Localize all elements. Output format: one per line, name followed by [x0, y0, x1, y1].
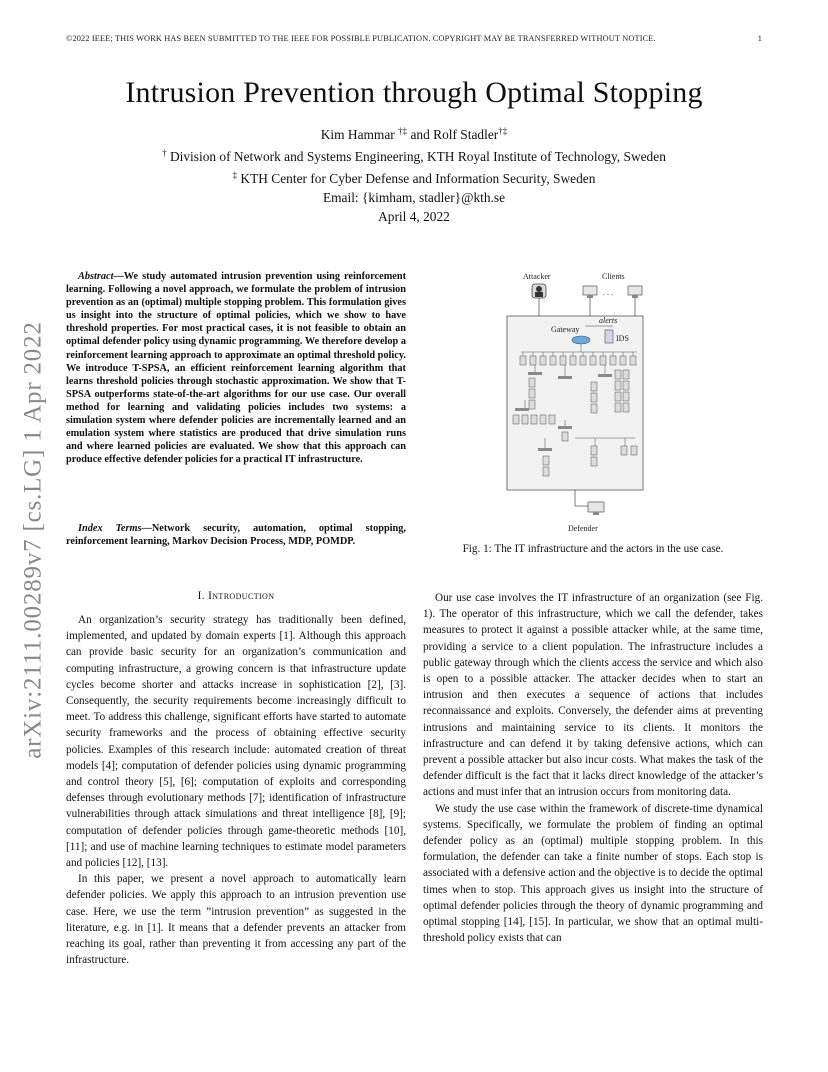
clients-label: Clients [602, 272, 625, 281]
paragraph: We study the use case within the framework of discrete-time dynamical systems. Specifically, we formulate the problem of finding an optimal defender policy as an (optimal) multiple stopping problem. In this formulation, the defender can take a finite number of stops. Each stop is associated with a defensive action and the objective is to decide the optimal times when to stop. This approach gives us insight into the structure of optimal defender policies through the theory of dynamic programming and optimal stopping [14], [15]. In particular, we show that an optimal multi-threshold policy exists that can [423, 802, 763, 945]
switch-icon [558, 376, 572, 379]
ids-label: IDS [616, 334, 629, 343]
server-icon [529, 400, 535, 409]
paper-date: April 4, 2022 [378, 209, 450, 224]
server-icon [615, 381, 621, 390]
server-icon [615, 403, 621, 412]
index-terms-label: Index Terms [78, 523, 142, 534]
server-icon [630, 356, 636, 365]
infrastructure-diagram [505, 270, 645, 535]
alerts-label: alerts [599, 316, 618, 325]
server-icon [620, 356, 626, 365]
author-2: and Rolf Stadler [407, 127, 499, 142]
server-icon [543, 467, 549, 476]
server-icon [570, 356, 576, 365]
author-block [0, 122, 828, 226]
server-icon [531, 415, 537, 424]
server-icon [610, 356, 616, 365]
attacker-label: Attacker [523, 272, 551, 281]
switch-icon [528, 372, 542, 375]
page-number: 1 [757, 34, 762, 43]
switch-icon [538, 448, 552, 451]
paragraph: An organization’s security strategy has traditionally been defined, implemented, and updated by domain experts [1]. Although this approach can provide basic security for an organization’s communication and computing infrastructure, a growing concern is that infrastructure update cycles become shorter and attacks increase in sophistication [2], [3]. Consequently, the security requirements become increasingly difficult to meet. To address this challenge, significant efforts have started to automate security frameworks and the process of obtaining effective security policies. Examples of this research include: automated creation of threat models [4]; computation of defender policies using dynamic programming and control theory [5], [6]; computation of exploits and corresponding defenses through evolutionary methods [7]; identification of infrastructure vulnerabilities through attack simulations and threat intelligence [8], [9]; computation of defender policies through game-theoretic methods [10], [11]; and use of machine learning techniques to estimate model parameters and policies [12], [13]. [66, 614, 406, 870]
section-heading [66, 590, 406, 602]
copyright-notice: ©2022 IEEE; THIS WORK HAS BEEN SUBMITTED TO THE IEEE FOR POSSIBLE PUBLICATION. COPYRIGHT MAY BE TRANSFERRED WITHOUT NOTICE. [66, 34, 656, 43]
server-icon [580, 356, 586, 365]
left-column-body [66, 612, 406, 968]
paragraph: Our use case involves the IT infrastructure of an organization (see Fig. 1). The operator of this infrastructure, which we call the defender, takes measures to protect it against a possible attacker while, at the same time, providing a service to a client population. The infrastructure includes a public gateway through which the clients access the service and which also is open to a possible attacker. The attacker decides when to start an intrusion and then executes a sequence of actions that includes reconnaissance and exploits. Conversely, the defender aims at preventing intrusions and maintaining service to its clients. It monitors the infrastructure and can defend it by taking defensive actions, which can prevent a possible attacker but also incur costs. What makes the task of the defender difficult is the fact that it lacks direct knowledge of the attacker’s actions and must infer that an intrusion occurs from monitoring data. [423, 592, 763, 799]
server-icon [591, 457, 597, 466]
section-number: I. [197, 590, 209, 602]
server-icon [513, 415, 519, 424]
affiliation-2 [0, 166, 828, 188]
client-computer-icon [628, 286, 642, 298]
server-icon [623, 392, 629, 401]
server-icon [623, 381, 629, 390]
server-icon [631, 446, 637, 455]
server-icon [591, 382, 597, 391]
figure-infrastructure [505, 270, 645, 535]
author-names [0, 122, 828, 144]
abstract [66, 270, 406, 466]
server-icon [520, 356, 526, 365]
server-icon [591, 404, 597, 413]
arxiv-stamp [14, 290, 54, 790]
paragraph: In this paper, we present a novel approach to automatically learn defender policies. We apply this approach to an intrusion prevention use case. Here, we use the term ”intrusion prevention” as suggested in the literature, e.g. in [1]. It means that a defender prevents an attacker from reaching its goal, rather than preventing it from accessing any part of the infrastructure. [66, 873, 406, 967]
index-terms [66, 522, 406, 548]
switch-icon [598, 374, 612, 377]
affiliation-1-mark: † [162, 148, 167, 158]
gateway-router-icon [572, 336, 590, 344]
server-icon [615, 370, 621, 379]
server-icon [562, 432, 568, 441]
server-icon [540, 415, 546, 424]
arxiv-stamp-text: arXiv:2111.00289v7 [cs.LG] 1 Apr 2022 [20, 321, 48, 759]
gateway-label: Gateway [551, 325, 580, 334]
running-header [66, 34, 762, 43]
affiliation-2-mark: ‡ [232, 170, 238, 180]
author-email: Email: {kimham, stadler}@kth.se [322, 190, 506, 205]
server-icon [540, 356, 546, 365]
section-title: Introduction [208, 590, 275, 602]
server-icon [543, 456, 549, 465]
author-2-marks: †‡ [498, 126, 508, 136]
ids-server-icon [605, 330, 613, 343]
server-icon [560, 356, 566, 365]
author-1-marks: †‡ [398, 126, 408, 136]
abstract-text: —We study automated intrusion prevention using reinforcement learning. Following a novel approach, we formulate the problem of intrusion prevention as an (optimal) multiple stopping problem. This formulation gives us insight into the structure of optimal policies, which we show to have threshold properties. For most practical cases, it is not feasible to obtain an optimal defender policy using dynamic programming. We therefore develop a reinforcement learning approach to approximate an optimal threshold policy. We introduce T-SPSA, an efficient reinforcement learning algorithm that learns threshold policies through stochastic approximation. We show that T-SPSA outperforms state-of-the-art algorithms for our use case. Our overall method for learning and validating policies includes two systems: a simulation system where defender policies are incrementally learned and an emulation system where statistics are produced that drive simulation runs and where learned policies are evaluated. We show that this approach can produce effective defender policies for a practical IT infrastructure. [66, 271, 406, 466]
abstract-label: Abstract [78, 271, 114, 282]
client-computer-icon [583, 286, 597, 298]
affiliation-1-text: Division of Network and Systems Engineering, KTH Royal Institute of Technology, Sweden [166, 149, 666, 164]
right-column-body [423, 590, 763, 946]
clients-dots: . . . [603, 288, 613, 297]
defender-label: Defender [568, 524, 598, 533]
server-icon [550, 356, 556, 365]
server-icon [529, 389, 535, 398]
server-icon [615, 392, 621, 401]
author-1: Kim Hammar [320, 127, 399, 142]
server-icon [549, 415, 555, 424]
attacker-icon [532, 284, 546, 298]
affiliation-2-text: KTH Center for Cyber Defense and Information Security, Sweden [237, 171, 596, 186]
server-icon [530, 356, 536, 365]
index-terms-text: —Network security, automation, optimal stopping, reinforcement learning, Markov Decision Process, MDP, POMDP. [66, 523, 406, 548]
server-icon [591, 393, 597, 402]
defender-computer-icon [588, 502, 604, 515]
server-icon [623, 403, 629, 412]
server-icon [591, 446, 597, 455]
affiliation-1 [0, 144, 828, 166]
switch-icon [558, 426, 572, 429]
paper-title: Intrusion Prevention through Optimal Stopping [125, 76, 703, 109]
switch-icon [515, 408, 529, 411]
server-icon [590, 356, 596, 365]
server-icon [600, 356, 606, 365]
server-icon [621, 446, 627, 455]
server-icon [623, 370, 629, 379]
figure-caption: Fig. 1: The IT infrastructure and the actors in the use case. [462, 543, 724, 555]
server-icon [529, 378, 535, 387]
server-icon [522, 415, 528, 424]
